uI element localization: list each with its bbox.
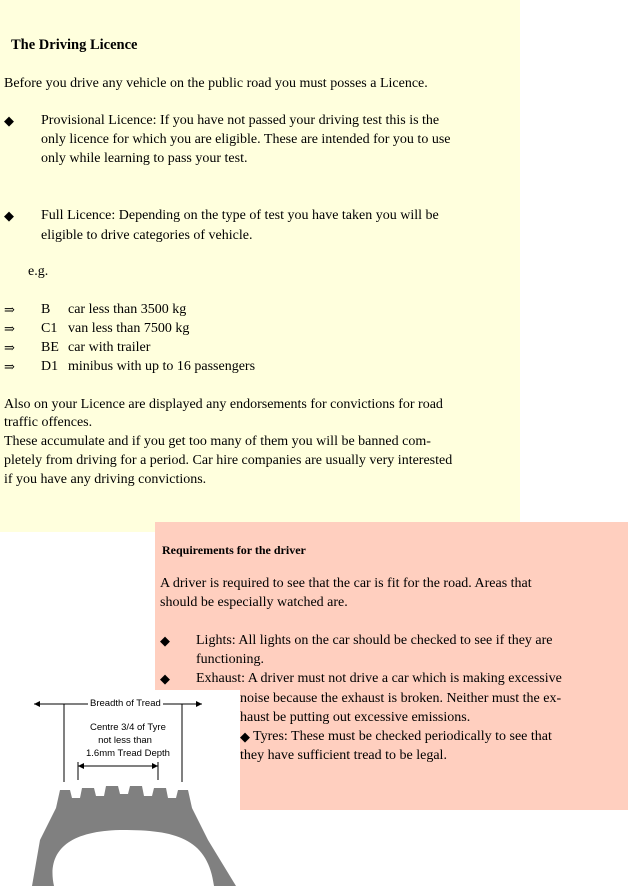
tread-centre-label-1: Centre 3/4 of Tyre — [90, 722, 166, 733]
exhaust-line-2: haust be putting out excessive emissions. — [240, 710, 471, 725]
provisional-line-1: Provisional Licence: If you have not passed your driving test this is the — [41, 113, 440, 128]
endorsement-line-4: pletely from driving for a period. Car hire companies are usually very interested — [4, 453, 453, 468]
tyres-line-2: they have sufficient tread to be legal. — [240, 748, 447, 763]
arrow-right-icon: ⇒ — [4, 321, 15, 336]
lights-line-2: functioning. — [196, 652, 265, 667]
arrow-right-icon: ⇒ — [4, 340, 15, 355]
category-code: C1 — [41, 321, 58, 336]
bullet-diamond-icon: ◆ — [4, 208, 14, 223]
category-code: B — [41, 302, 51, 317]
requirements-title: Requirements for the driver — [162, 543, 306, 557]
category-desc: minibus with up to 16 passengers — [68, 359, 256, 374]
licence-title: The Driving Licence — [11, 37, 138, 53]
lights-line-1: Lights: All lights on the car should be checked to see if they are — [196, 633, 553, 648]
bullet-diamond-icon: ◆ — [4, 113, 14, 128]
category-code: D1 — [41, 359, 59, 374]
bullet-diamond-icon: ◆ — [240, 729, 250, 744]
endorsement-line-2: traffic offences. — [4, 415, 93, 430]
full-line-1: Full Licence: Depending on the type of test you have taken you will be — [41, 208, 439, 223]
tread-centre-label-2: not less than — [98, 735, 152, 746]
requirements-intro-2: should be especially watched are. — [160, 595, 348, 610]
exhaust-line-1: noise because the exhaust is broken. Neither must the ex- — [240, 691, 562, 706]
requirements-intro-1: A driver is required to see that the car is fit for the road. Areas that — [160, 576, 532, 591]
endorsement-line-3: These accumulate and if you get too many of them you will be banned com- — [4, 434, 431, 449]
tread-breadth-label: Breadth of Tread — [90, 698, 161, 709]
category-desc: car with trailer — [68, 340, 151, 355]
category-desc: car less than 3500 kg — [68, 302, 187, 317]
category-code: BE — [41, 340, 59, 355]
bullet-diamond-icon: ◆ — [160, 633, 170, 648]
tread-centre-label-3: 1.6mm Tread Depth — [86, 748, 170, 759]
category-desc: van less than 7500 kg — [68, 321, 190, 336]
endorsement-line-1: Also on your Licence are displayed any endorsements for convictions for road — [4, 397, 443, 412]
exhaust-head: Exhaust: A driver must not drive a car which is making excessive — [196, 671, 562, 686]
provisional-line-2: only licence for which you are eligible. These are intended for you to use — [41, 132, 451, 147]
endorsement-line-5: if you have any driving convictions. — [4, 472, 207, 487]
provisional-line-3: only while learning to pass your test. — [41, 151, 248, 166]
arrow-right-icon: ⇒ — [4, 359, 15, 374]
bullet-diamond-icon: ◆ — [160, 671, 170, 686]
tyre-tread-icon — [28, 690, 240, 886]
eg-label: e.g. — [28, 264, 49, 279]
tyre-diagram — [28, 690, 240, 886]
tyres-line-1: Tyres: These must be checked periodically to see that — [253, 729, 552, 744]
arrow-right-icon: ⇒ — [4, 302, 15, 317]
full-line-2: eligible to drive categories of vehicle. — [41, 228, 253, 243]
licence-intro: Before you drive any vehicle on the public road you must posses a Licence. — [4, 76, 428, 91]
